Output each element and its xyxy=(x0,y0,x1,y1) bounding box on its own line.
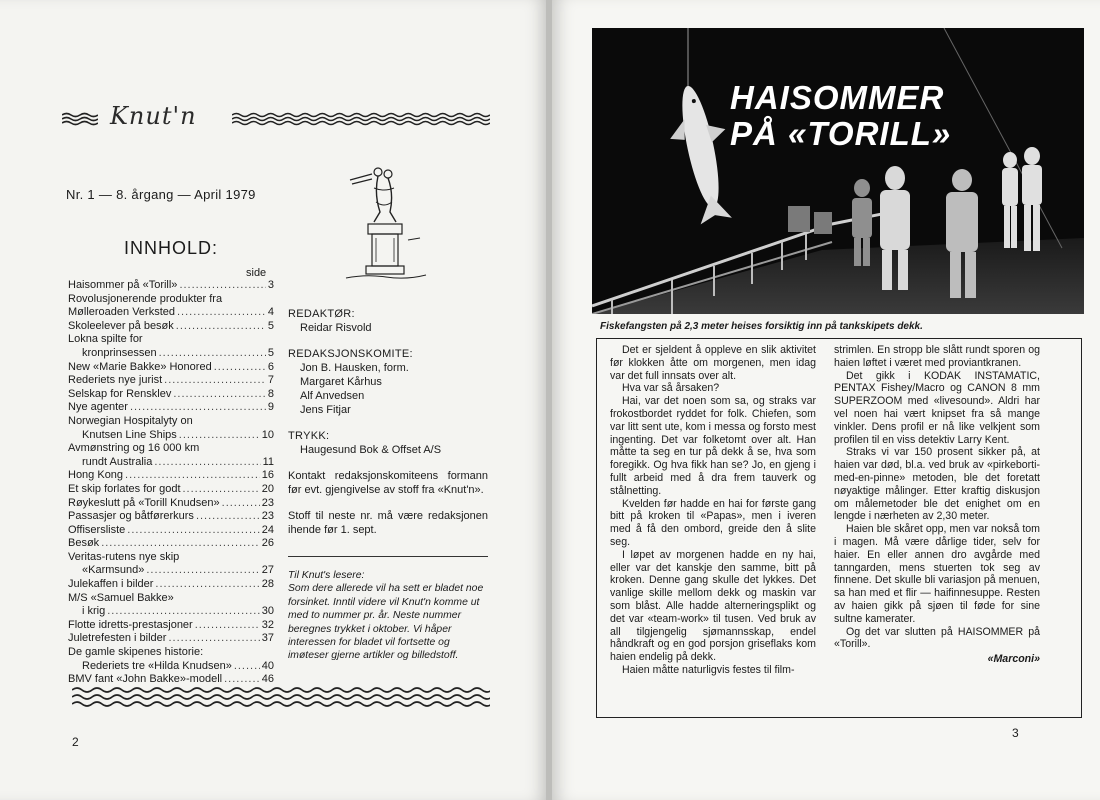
editor-name: Reidar Risvold xyxy=(300,322,372,334)
toc-leader xyxy=(127,524,259,538)
toc-line xyxy=(68,361,274,375)
toc-entry xyxy=(68,497,274,511)
toc-page-number: 24 xyxy=(261,523,274,536)
toc-entry xyxy=(68,293,274,320)
page-number-right: 3 xyxy=(1012,726,1019,740)
toc-leader xyxy=(222,497,260,511)
toc-page-number: 5 xyxy=(267,346,274,359)
toc-line xyxy=(68,632,274,646)
toc-page-number: 8 xyxy=(267,387,274,400)
toc-page-number: 26 xyxy=(261,537,274,550)
toc-title: New «Marie Bakke» Honored xyxy=(68,360,212,373)
author-signature: «Marconi» xyxy=(987,653,1040,666)
toc-entry xyxy=(68,415,274,442)
toc-line xyxy=(68,551,274,565)
article-column-1 xyxy=(610,344,816,677)
issue-line: Nr. 1 — 8. årgang — April 1979 xyxy=(66,187,256,202)
toc-entry xyxy=(68,578,274,592)
toc-line xyxy=(68,347,274,361)
toc-title: i krig xyxy=(82,605,106,618)
toc-page-number: 7 xyxy=(267,374,274,387)
toc-line xyxy=(68,374,274,388)
toc-title: Mølleroaden Verksted xyxy=(68,306,175,319)
toc-leader xyxy=(101,537,260,551)
toc-entry xyxy=(68,619,274,633)
toc-title: Rovolusjonerende produkter fra xyxy=(68,292,223,305)
toc-entry xyxy=(68,592,274,619)
toc-entry xyxy=(68,537,274,551)
editor-label: REDAKTØR: xyxy=(288,308,355,320)
toc-title: Besøk xyxy=(68,537,100,550)
toc-title: Offisersliste xyxy=(68,523,126,536)
toc-entry xyxy=(68,632,274,646)
article-paragraph: Det er sjeldent å oppleve en slik aktivitet før klokken åtte om morgenen, men idag var det full innsats over alt. xyxy=(610,344,816,382)
toc-line xyxy=(68,646,274,660)
article-paragraph: Hva var så årsaken? xyxy=(622,382,720,395)
toc-page-number: 23 xyxy=(261,510,274,523)
statue-illustration-icon xyxy=(340,162,428,282)
toc-page-number: 16 xyxy=(261,469,274,482)
committee-member: Margaret Kårhus xyxy=(300,376,382,388)
toc-leader xyxy=(130,401,266,415)
toc-leader xyxy=(196,510,260,524)
toc-entry xyxy=(68,279,274,293)
toc-entry xyxy=(68,469,274,483)
toc-page-number: 30 xyxy=(261,605,274,618)
masthead-wave-left-icon xyxy=(62,112,98,126)
toc-line xyxy=(68,537,274,551)
toc-line xyxy=(68,388,274,402)
toc-line xyxy=(68,429,274,443)
toc-leader xyxy=(179,279,265,293)
toc-leader xyxy=(195,619,260,633)
committee-member: Alf Anvedsen xyxy=(300,390,365,402)
colophon xyxy=(288,307,488,537)
toc-line xyxy=(68,415,274,429)
toc-leader xyxy=(173,388,266,402)
readers-note-body: Som dere allerede vil ha sett er bladet noe forsinket. Inntil videre vil Knut'n komme ut med to nummer pr. år. Neste nummer beregnes trykket i oktober. Vi håper interessen for bladet vil fortsette og imøteser gjerne artikler og billedstoff. xyxy=(288,583,484,662)
toc-entry xyxy=(68,401,274,415)
toc-entry xyxy=(68,374,274,388)
toc-title: Haisommer på «Torill» xyxy=(68,279,178,291)
toc-entry xyxy=(68,646,274,673)
toc-line xyxy=(68,497,274,511)
toc-title: Julekaffen i bilder xyxy=(68,578,154,591)
toc-leader xyxy=(155,578,259,592)
toc-title: M/S «Samuel Bakke» xyxy=(68,591,174,604)
toc-entry xyxy=(68,510,274,524)
photo-caption: Fiskefangsten på 2,3 meter heises forsiktig inn på tankskipets dekk. xyxy=(600,321,923,332)
toc-line xyxy=(68,293,274,307)
toc-line xyxy=(68,279,274,293)
toc-title: kronprinsessen xyxy=(82,346,157,359)
shark-photo-image-icon xyxy=(592,28,1084,314)
toc-line xyxy=(68,605,274,619)
article-paragraph: Haien måtte naturligvis festes til film- xyxy=(622,663,795,676)
toc-line xyxy=(68,442,274,456)
toc-page-number: 46 xyxy=(261,673,274,686)
toc-title: De gamle skipenes historie: xyxy=(68,646,204,659)
toc-leader xyxy=(154,456,260,470)
toc-page-number: 9 xyxy=(267,401,274,414)
toc-page-number: 11 xyxy=(262,455,274,468)
toc-page-number: 32 xyxy=(261,618,274,631)
shark-photo xyxy=(592,28,1084,314)
toc-page-number: 5 xyxy=(267,319,274,332)
masthead xyxy=(62,102,492,134)
article-paragraph: strimlen. En stropp ble slått rundt sporen og haien løftet i været med proviantkranen. xyxy=(834,344,1040,369)
toc-title: Norwegian Hospitalyty on xyxy=(68,414,193,427)
committee-label: REDAKSJONSKOMITE: xyxy=(288,348,413,360)
toc-title: Hong Kong xyxy=(68,469,124,482)
toc-title: Rederiets nye jurist xyxy=(68,374,163,387)
print-label: TRYKK: xyxy=(288,430,330,442)
toc-entry xyxy=(68,524,274,538)
printer-name: Haugesund Bok & Offset A/S xyxy=(300,444,442,456)
toc-line xyxy=(68,456,274,470)
toc-line xyxy=(68,660,274,674)
toc-title: Lokna spilte for xyxy=(68,333,143,346)
toc-entry xyxy=(68,333,274,360)
toc-leader xyxy=(125,469,260,483)
toc-title: rundt Australia xyxy=(82,455,153,468)
headline-line-1: HAISOMMER xyxy=(730,79,945,116)
toc-side-label: side xyxy=(246,267,267,279)
article-paragraph: Kvelden før hadde en hai for første gang bitt på kroken til «Papas», men i iveren med å få den ombord, greide den å slite seg. xyxy=(610,497,816,548)
toc-leader xyxy=(179,429,260,443)
toc-title: Knutsen Line Ships xyxy=(82,428,177,441)
toc-line xyxy=(68,306,274,320)
toc-title: Avmønstring og 16 000 km xyxy=(68,442,200,455)
article-headline xyxy=(730,80,951,152)
toc-title: Veritas-rutens nye skip xyxy=(68,550,180,563)
page-number-left: 2 xyxy=(72,735,79,749)
toc-page-number: 20 xyxy=(261,482,274,495)
toc-leader xyxy=(164,374,266,388)
toc-line xyxy=(68,401,274,415)
toc-line xyxy=(68,510,274,524)
toc-entry xyxy=(68,388,274,402)
toc-line xyxy=(68,578,274,592)
toc-page-number: 23 xyxy=(261,496,274,509)
article-paragraph: I løpet av morgenen hadde en ny hai, eller var det kanskje den samme, bitt på kroken. Denne gang skulle det lykkes. Det vanlige skille mellom dekk og maskin var som blåst. Alle hadde alterneringsplikt og det var «team-work» til tusen. Ved bruk av all tilgjengelig sjømannsskap, endel håndkraft og en god porsjon griseflaks kom haien endelig på dekk. xyxy=(610,548,816,664)
toc-entry xyxy=(68,320,274,334)
toc-leader xyxy=(177,306,266,320)
toc-title: Nye agenter xyxy=(68,401,128,414)
toc-leader xyxy=(146,564,259,578)
article-paragraph: Hai, var det noen som sa, og straks var frokostbordet ryddet for folk. Chiefen, som var litt sent ute, kom i messa og forsto mest ingenting. Det var folketomt over alt. Han måtte ta seg en tur på dekk å se, hva som foregikk. Og hva fikk han se? Jo, en gjeng i fullt arbeid med å dra frem tauverk og stålnetting. xyxy=(610,395,816,497)
headline-line-2: PÅ «TORILL» xyxy=(730,115,952,152)
toc-entry xyxy=(68,361,274,375)
toc-leader xyxy=(234,660,260,674)
committee-member: Jens Fitjar xyxy=(300,404,351,416)
toc-line xyxy=(68,333,274,347)
toc-title: Rederiets tre «Hilda Knudsen» xyxy=(82,659,232,672)
toc-page-number: 6 xyxy=(267,360,274,373)
toc-title: Røykeslutt på «Torill Knudsen» xyxy=(68,496,220,509)
committee-member: Jon B. Hausken, form. xyxy=(300,362,409,374)
toc-line xyxy=(68,469,274,483)
toc-title: Flotte idretts-prestasjoner xyxy=(68,618,193,631)
bottom-wave-ornament-icon xyxy=(72,684,490,714)
toc-line xyxy=(68,320,274,334)
toc-page-number: 28 xyxy=(261,578,274,591)
toc-title: «Karmsund» xyxy=(82,564,145,577)
toc-line xyxy=(68,564,274,578)
toc-title: Passasjer og båtførerkurs xyxy=(68,510,194,523)
toc-page-number: 37 xyxy=(261,632,274,645)
toc-leader xyxy=(183,483,260,497)
toc-leader xyxy=(107,605,260,619)
toc-title: Selskap for Rensklev xyxy=(68,387,172,400)
article-paragraph: Haien ble skåret opp, men var nokså tom i magen. Må være dårlige tider, selv for haier. En eller annen dro avgårde med tanngarden, mens stuerten tok seg av finnene. Det skulle bli variasjon på menuen, sa han med et flir — haifinnesuppe. Resten av haien gikk på sjøen til føde for sine sultne kamerater. xyxy=(834,523,1040,625)
masthead-logo: Knut'n xyxy=(110,102,197,130)
table-of-contents xyxy=(68,279,274,687)
toc-title: Skoleelever på besøk xyxy=(68,319,174,332)
readers-note-heading: Til Knut's lesere: xyxy=(288,570,365,581)
toc-leader xyxy=(214,361,266,375)
toc-entry xyxy=(68,442,274,469)
toc-entry xyxy=(68,483,274,497)
toc-leader xyxy=(168,632,259,646)
masthead-wave-right-icon xyxy=(232,112,490,126)
toc-heading: INNHOLD: xyxy=(124,238,219,258)
toc-page-number: 3 xyxy=(267,279,274,291)
toc-page-number: 4 xyxy=(267,306,274,319)
readers-note xyxy=(288,569,488,663)
article-paragraph: Og det var slutten på HAISOMMER på «Torill». xyxy=(834,625,1040,651)
toc-entry xyxy=(68,551,274,578)
deadline-note: Stoff til neste nr. må være redaksjonen ihende før 1. sept. xyxy=(288,510,488,536)
toc-line xyxy=(68,619,274,633)
article-column-2 xyxy=(834,344,1040,666)
toc-line xyxy=(68,592,274,606)
toc-title: Juletrefesten i bilder xyxy=(68,632,167,645)
toc-leader xyxy=(159,347,266,361)
toc-page-number: 10 xyxy=(261,428,274,441)
toc-leader xyxy=(176,320,266,334)
toc-title: BMV fant «John Bakke»-modell xyxy=(68,673,223,686)
toc-page-number: 27 xyxy=(261,564,274,577)
toc-line xyxy=(68,524,274,538)
contact-note: Kontakt redaksjonskomiteens formann før evt. gjengivelse av stoff fra «Knut'n». xyxy=(288,470,488,496)
article-paragraph: Straks vi var 150 prosent sikker på, at haien var død, bl.a. ved bruk av «pirkeborti-med-en-pinne» metoden, ble det foretatt nøyaktige målinger. Etter kraftig diskusjon om målemetoder ble det enighet om en lengde i nærheten av 2,30 meter. xyxy=(834,446,1040,523)
toc-line xyxy=(68,483,274,497)
toc-page-number: 40 xyxy=(261,659,274,672)
toc-title: Et skip forlates for godt xyxy=(68,482,181,495)
divider xyxy=(288,556,488,557)
article-paragraph: Det gikk i KODAK INSTAMATIC, PENTAX Fishey/Macro og CANON 8 mm SUPERZOOM med «livesound». Aldri har vel noen hai vært knipset fra så mange vinkler. Dens profil er nå like velkjent som profilen til en viss detektiv Larry Kent. xyxy=(834,369,1040,446)
